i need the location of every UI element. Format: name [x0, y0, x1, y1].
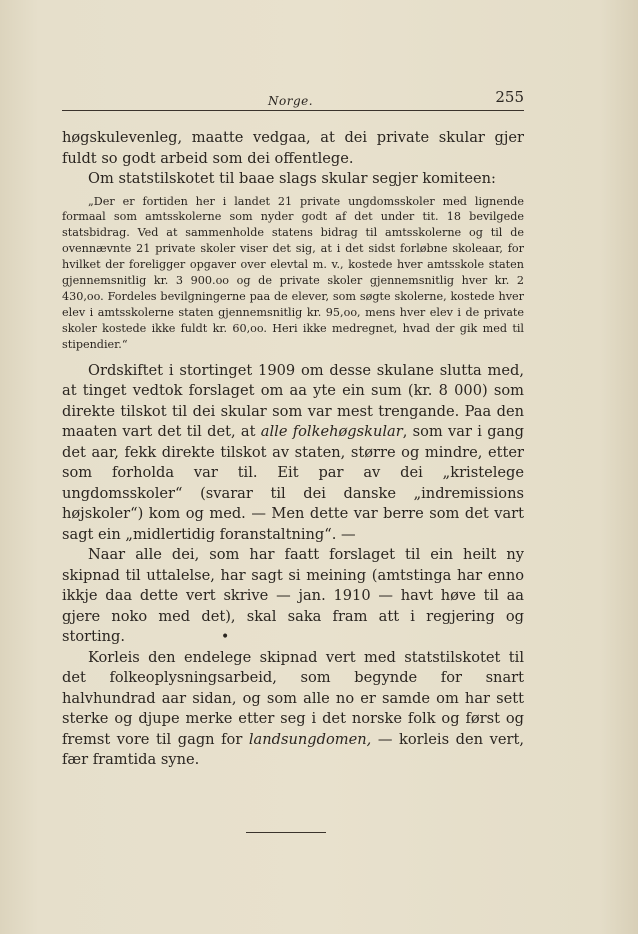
- paragraph-5: [62, 545, 524, 648]
- running-title: Norge.: [268, 94, 314, 108]
- paragraph-4: [62, 361, 524, 546]
- paragraph-6: [62, 648, 524, 771]
- paragraph-1: høgskulevenleg, maatte vedgaa, at dei private skular gjer fuldt so godt arbeid som dei offentlege.: [62, 129, 524, 167]
- paragraph-6-emphasis: landsungdomen,: [248, 730, 372, 748]
- page-number: 255: [495, 88, 524, 106]
- stray-mark: •: [221, 629, 230, 646]
- header-rule: [62, 110, 524, 111]
- paragraph-4-text-a: Ordskiftet i stortinget 1909 om desse skulane slutta med, at tinget vedtok forslaget om aa yte ein sum (kr. 8 000) som direkte tilskot til dei skular som var mest trengande. Paa den maaten vart det til det, at: [62, 361, 524, 441]
- body-text: [62, 128, 524, 771]
- end-rule: [246, 832, 326, 833]
- committee-quote: „Der er fortiden her i landet 21 private ungdomsskoler med lignende formaal som amtsskolerne som nyder godt af det under tit. 18 bevilgede statsbidrag. Ved at sammenholde statens bidrag til amtsskolerne og til de ovennævnte 21 private skoler viser det sig, at i det sidst forløbne skoleaar, for hvilket der foreligger opgaver over elevtal m. v., kostede hver amtsskole staten gjennemsnitlig kr. 3 900.oo og de private skoler gjennemsnitlig hver kr. 2 430,oo. Fordeles bevilgningerne paa de elever, som søgte skolerne, kostede hver elev i amtsskolerne staten gjennemsnitlig kr. 95,oo, mens hver elev i de private skoler kostede ikke fuldt kr. 60,oo. Heri ikke medregnet, hvad der gik med til stipendier.“: [62, 194, 524, 351]
- paragraph-6-text-b: — korleis den vert, fær framtida syne.: [62, 730, 524, 769]
- paragraph-4-emphasis: alle folkehøgskular: [260, 423, 403, 441]
- paragraph-2: Om statstilskotet til baae slags skular segjer komiteen:: [88, 170, 496, 187]
- paragraph-6-text-a: Korleis den endelege skipnad vert med statstilskotet til det folkeoplysningsarbeid, som begynde for snart halvhundrad aar sidan, og som alle no er samde om har sett sterke og djupe merke etter seg i det norske folk og først og fremst vore til gagn for: [62, 648, 524, 748]
- page-header: [62, 86, 524, 112]
- paragraph-5-text: Naar alle dei, som har faatt forslaget til ein heilt ny skipnad til uttalelse, har sagt si meining (amtstinga har enno ikkje daa dette vert skrive — jan. 1910 — havt høve til aa gjere noko med det), skal saka fram att i regjering og storting.: [62, 546, 524, 646]
- paragraph-4-text-b: , som var i gang det aar, fekk direkte tilskot av staten, større og mindre, etter som forholda var til. Eit par av dei „kristelege ungdomsskoler“ (svarar til dei danske „indremissions højskoler“) kom og med. — Men dette var berre som det vart sagt ein „midlertidig foranstaltning“. —: [62, 423, 524, 543]
